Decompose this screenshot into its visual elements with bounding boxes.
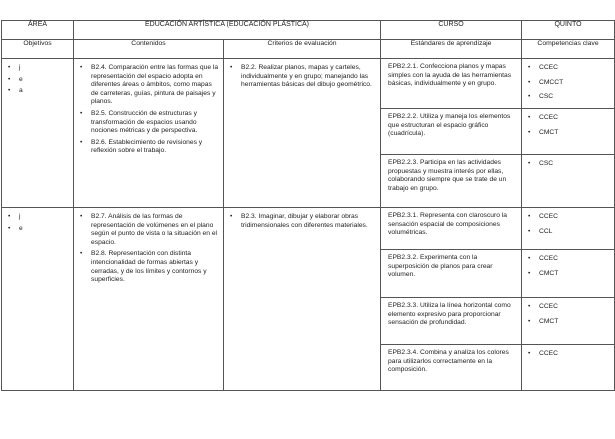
- competencias-group: [522, 109, 614, 155]
- objetivo-item: • e: [8, 225, 70, 234]
- estandar-item: EPB2.3.3. Utiliza la línea horizontal como elemento expresivo para proporcionar sensación de profundidad.: [381, 298, 521, 345]
- contenido-item: • B2.8. Representación con distinta intencionalidad de formas abiertas y cerradas, y de los límites y contornos y superficies.: [80, 250, 220, 284]
- estandar-item: EPB2.2.3. Participa en las actividades propuestas y muestra interés por ellas, colaborando siempre que se trate de un trabajo en grupo.: [388, 159, 507, 192]
- objetivos-cell: [2, 59, 74, 208]
- estandar-item: EPB2.2.2. Utiliza y maneja los elementos que estructuran el espacio gráfico (cuadrícula).: [381, 109, 521, 155]
- course-header: CURSO: [381, 21, 522, 40]
- estandar-item: EPB2.3.4. Combina y analiza los colores para utilizarlos correctamente en la composición.: [388, 349, 509, 374]
- criterio-cell: [224, 59, 381, 208]
- col-contenidos: Contenidos: [74, 40, 224, 59]
- competencia-badge: • CCEC: [528, 64, 611, 73]
- competencias-group: [522, 298, 614, 345]
- estandares-cell: [381, 208, 522, 391]
- contenido-item: • B2.6. Establecimiento de revisiones y reflexión sobre el trabajo.: [80, 139, 220, 156]
- col-competencias: Competencias clave: [522, 40, 615, 59]
- competencia-badge: • CCEC: [528, 303, 611, 312]
- criterio-item: • B2.2. Realizar planos, mapas y carteles, individualmente y en grupo; manejando las herramientas básicas del dibujo geométrico.: [230, 64, 377, 90]
- competencias-cell: [522, 59, 615, 208]
- estandar-item: EPB2.2.1. Confecciona planos y mapas simples con la ayuda de las herramientas básicas, individualmente y en grupo.: [381, 59, 521, 109]
- col-estandares: Estándares de aprendizaje: [381, 40, 522, 59]
- competencia-badge: • CCEC: [528, 255, 611, 264]
- estandar-item: EPB2.3.1. Representa con claroscuro la sensación espacial de composiciones volumétricas.: [381, 208, 521, 250]
- competencia-badge: • CCL: [528, 228, 611, 237]
- competencias-group: [522, 59, 614, 109]
- criterio-cell: [224, 208, 381, 391]
- table-row: [2, 208, 615, 391]
- contenido-item: • B2.4. Comparación entre las formas que la representación del espacio adopta en diferentes áreas o ámbitos, como mapas de carreteras, guías, pintura de paisajes y planos.: [80, 64, 220, 107]
- competencia-badge: • CCEC: [528, 213, 611, 222]
- subject-header: EDUCACIÓN ARTÍSTICA (EDUCACIÓN PLÁSTICA): [74, 21, 381, 40]
- table-row: [2, 59, 615, 208]
- contenido-item: • B2.7. Análisis de las formas de representación de volúmenes en el plano según el punto de vista o la situación en el espacio.: [80, 213, 220, 247]
- competencia-badge: • CCEC: [528, 114, 611, 123]
- contenidos-cell: [74, 208, 224, 391]
- objetivo-item: • e: [8, 76, 70, 85]
- competencia-badge: • CMCT: [528, 318, 611, 327]
- col-criterios: Criterios de evaluación: [224, 40, 381, 59]
- contenidos-cell: [74, 59, 224, 208]
- curriculum-table: [1, 20, 615, 391]
- competencia-badge: • CSC: [528, 93, 611, 102]
- area-header: ÁREA: [2, 21, 74, 40]
- contenido-item: • B2.5. Construcción de estructuras y transformación de espacios usando nociones métricas y de perspectiva.: [80, 110, 220, 136]
- objetivo-item: • j: [8, 64, 70, 73]
- competencia-badge: • CCEC: [528, 350, 611, 359]
- column-header-row: [2, 40, 615, 59]
- competencia-badge: • CMCCT: [528, 79, 611, 88]
- competencias-group: [522, 155, 614, 207]
- objetivo-item: • a: [8, 87, 70, 96]
- estandares-cell: [381, 59, 522, 208]
- competencia-badge: • CSC: [528, 160, 611, 169]
- competencia-badge: • CMCT: [528, 129, 611, 138]
- competencias-group: [522, 208, 614, 250]
- objetivo-item: • j: [8, 213, 70, 222]
- objetivos-cell: [2, 208, 74, 391]
- competencias-cell: [522, 208, 615, 391]
- col-objetivos: Objetivos: [2, 40, 74, 59]
- estandar-item: EPB2.3.2. Experimenta con la superposición de planos para crear volumen.: [381, 250, 521, 298]
- criterio-item: • B2.3. Imaginar, dibujar y elaborar obras tridimensionales con diferentes materiales.: [230, 213, 377, 230]
- header-row: [2, 21, 615, 40]
- competencias-group: [522, 250, 614, 298]
- competencia-badge: • CMCT: [528, 270, 611, 279]
- competencias-group: [522, 345, 614, 390]
- grade-header: QUINTO: [522, 21, 615, 40]
